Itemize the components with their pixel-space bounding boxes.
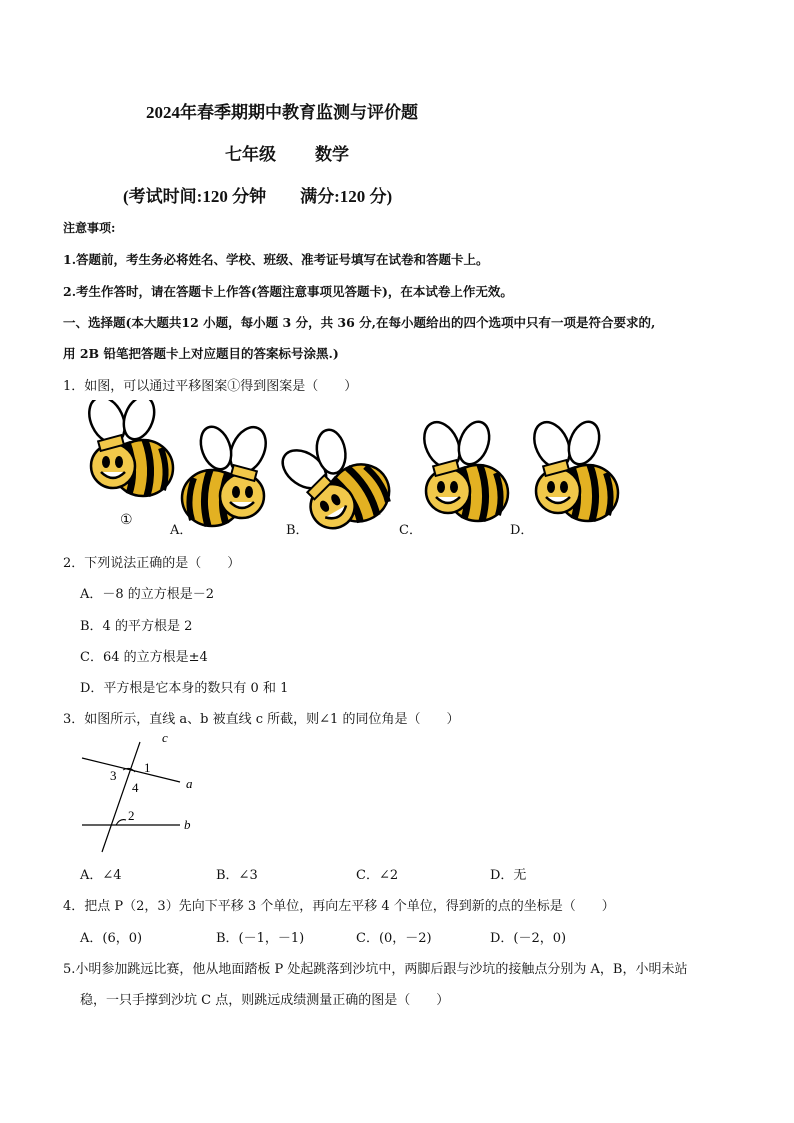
- q5-stem-line1: 5.小明参加跳远比赛，他从地面踏板 P 处起跳落到沙坑中，两脚后跟与沙坑的接触点分别为 A，B，小明未站: [63, 962, 688, 977]
- bee-figure-d: [527, 416, 618, 521]
- q4-option-c: C．(0，－2): [356, 931, 432, 946]
- q3-option-b: B．∠3: [216, 868, 258, 883]
- exam-info: (考试时间:120 分钟 满分:120 分): [123, 187, 393, 206]
- q4-option-b: B．(－1，－1): [216, 931, 305, 946]
- label-3: 3: [110, 768, 117, 783]
- label-c: c: [162, 730, 168, 745]
- line-c: [102, 742, 140, 852]
- q2-stem: 2．下列说法正确的是（ ）: [63, 556, 241, 571]
- exam-title: 2024年春季期期中教育监测与评价题: [146, 103, 418, 122]
- q1-bee-figures: [70, 400, 630, 540]
- q1-figure-label: ①: [120, 512, 133, 528]
- q1-option-b: B．: [286, 523, 309, 538]
- label-b: b: [184, 817, 191, 832]
- q1-stem: 1．如图，可以通过平移图案①得到图案是（ ）: [63, 379, 358, 394]
- bee-figure-1: [82, 400, 173, 496]
- q3-stem: 3．如图所示，直线 a、b 被直线 c 所截，则∠1 的同位角是（ ）: [63, 712, 460, 727]
- q2-option-d: D．平方根是它本身的数只有 0 和 1: [80, 681, 289, 696]
- q2-option-c: C．64 的立方根是±4: [80, 650, 208, 665]
- section-heading-line2: 用 2B 铅笔把答题卡上对应题目的答案标号涂黑.): [63, 346, 339, 361]
- q3-option-c: C．∠2: [356, 868, 399, 883]
- q4-option-a: A．(6，0): [80, 931, 143, 946]
- label-1: 1: [144, 760, 151, 775]
- line-a: [82, 758, 180, 782]
- q3-lines-figure: [80, 730, 210, 855]
- q5-stem-line2: 稳，一只手撑到沙坑 C 点，则跳远成绩测量正确的图是（ ）: [80, 993, 450, 1008]
- notice-heading: 注意事项:: [63, 221, 116, 235]
- q2-option-a: A．－8 的立方根是－2: [80, 587, 215, 602]
- section-heading-line1: 一、选择题(本大题共12 小题，每小题 3 分，共 36 分,在每小题给出的四个选项中只有一项是符合要求的,: [63, 315, 656, 330]
- q1-option-c: C．: [399, 523, 422, 538]
- q2-option-b: B．4 的平方根是 2: [80, 619, 193, 634]
- q1-option-a: A．: [170, 523, 193, 538]
- q1-option-d: D．: [510, 523, 534, 538]
- subject-label: 数学: [315, 145, 349, 164]
- q4-option-d: D．(－2，0): [490, 931, 567, 946]
- q3-option-d: D．无: [490, 868, 527, 883]
- grade-label: 七年级: [225, 145, 276, 164]
- label-4: 4: [132, 780, 139, 795]
- notice-item-2: 2.考生作答时，请在答题卡上作答(答题注意事项见答题卡)，在本试卷上作无效。: [63, 284, 513, 299]
- bee-figure-c: [417, 416, 508, 521]
- notice-item-1: 1.答题前，考生务必将姓名、学校、班级、准考证号填写在试卷和答题卡上。: [63, 252, 489, 267]
- q3-option-a: A．∠4: [80, 868, 122, 883]
- q4-stem: 4．把点 P（2，3）先向下平移 3 个单位，再向左平移 4 个单位，得到新的点的坐标是（ ）: [63, 899, 615, 914]
- bee-figure-a: [182, 421, 273, 526]
- label-a: a: [186, 776, 193, 791]
- label-2: 2: [128, 808, 135, 823]
